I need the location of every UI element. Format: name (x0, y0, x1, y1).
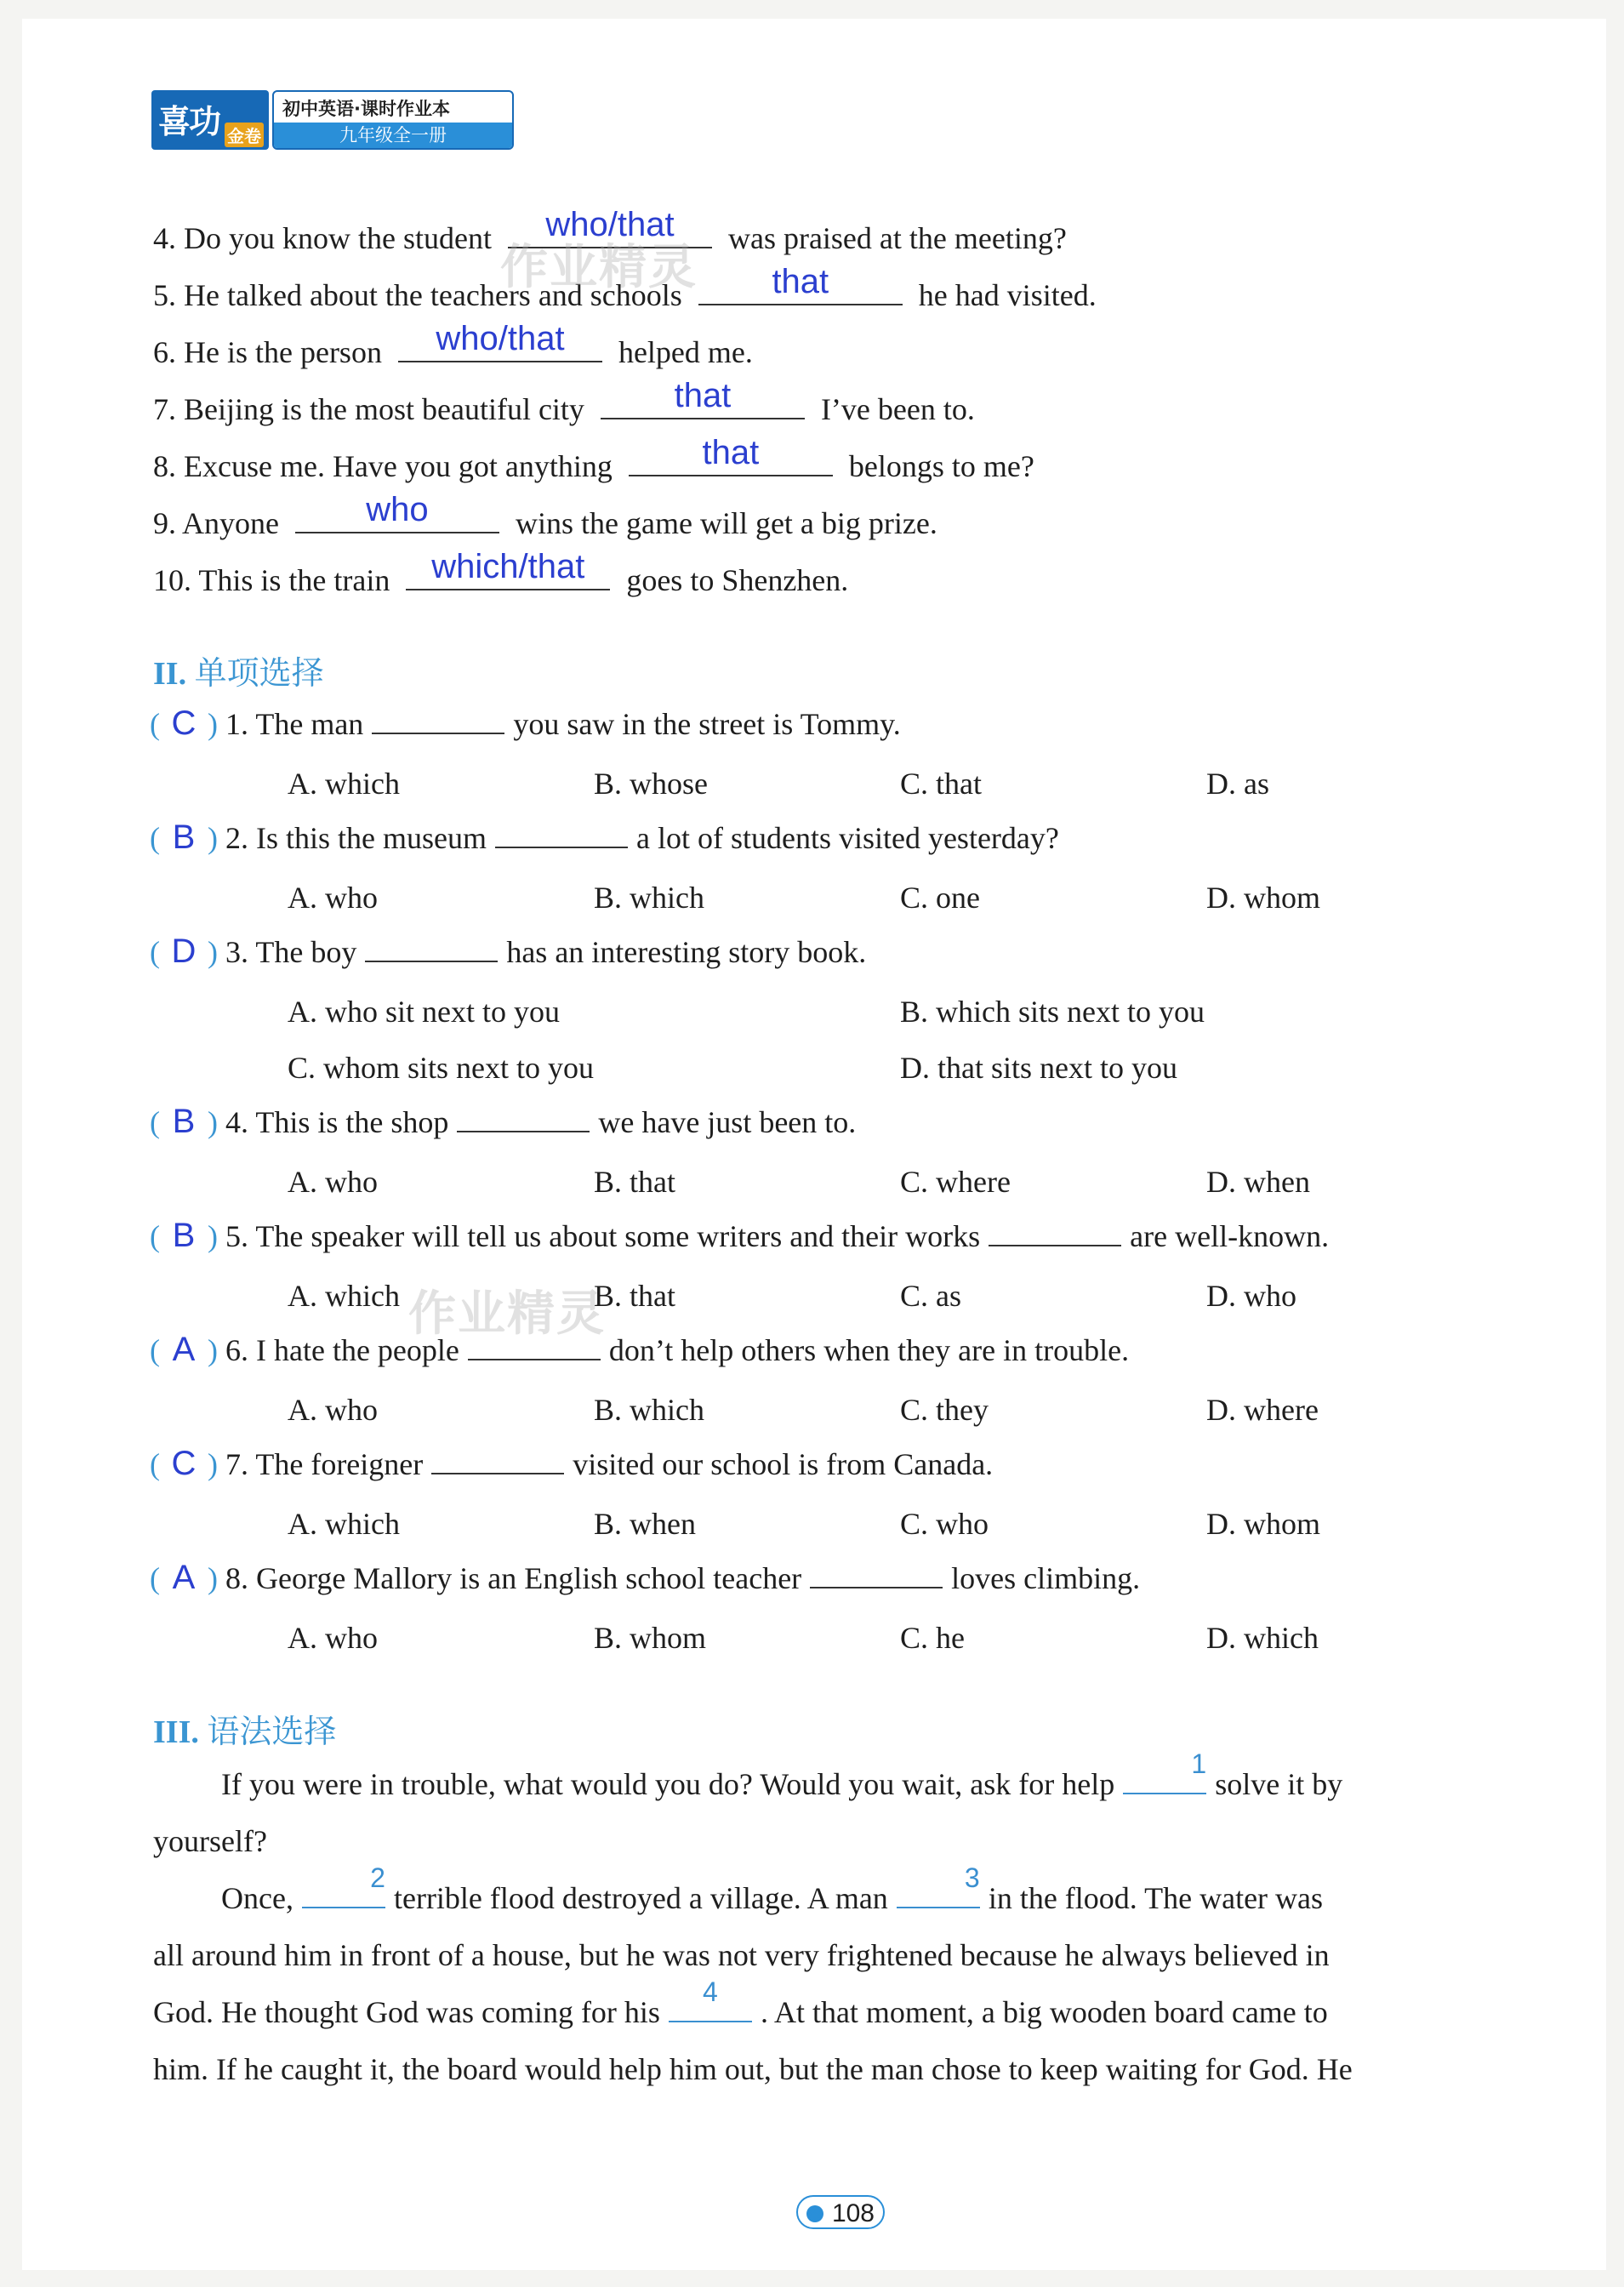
passage-line (153, 1976, 1492, 2041)
option-d: D. whom (1206, 881, 1320, 915)
paren-close: ) (208, 935, 218, 969)
item-number: 5. (153, 278, 176, 312)
item-text-before: He talked about the teachers and schools (184, 278, 682, 312)
page-number (796, 2195, 885, 2229)
book-grade: 九年级全一册 (274, 123, 512, 148)
item-number: 7. (153, 392, 176, 426)
option-d: D. which (1206, 1621, 1319, 1655)
question-text-before: The speaker will tell us about some writers and their works (255, 1219, 981, 1253)
option-b: B. which (594, 881, 704, 915)
passage-text: solve it by (1215, 1767, 1343, 1801)
option-c: C. where (900, 1165, 1011, 1199)
question-number: 1. (225, 707, 248, 741)
section-heading-2 (153, 647, 324, 693)
paren-open: ( (150, 707, 160, 741)
item-text-after: goes to Shenzhen. (626, 563, 849, 597)
passage-text: . At that moment, a big wooden board came to (760, 1995, 1328, 2029)
passage (153, 1748, 1492, 2098)
answer-blank (698, 263, 903, 305)
watermark-1: 作业精灵 (500, 240, 698, 295)
page-number-text: 108 (831, 2199, 875, 2227)
answer-letter: C (171, 704, 197, 742)
answer-text: that (674, 377, 732, 414)
question-text-after: you saw in the street is Tommy. (513, 707, 901, 741)
item-text-before: Beijing is the most beautiful city (184, 392, 584, 426)
answer-blank (398, 320, 602, 362)
passage-line (153, 1927, 1492, 1984)
question-blank (365, 935, 498, 962)
mc-question-1 (150, 704, 901, 743)
question-text-before: George Mallory is an English school teacher (256, 1561, 802, 1595)
passage-blank-number: 4 (703, 1976, 718, 2007)
item-text-after: belongs to me? (848, 449, 1034, 483)
option-d: D. when (1206, 1165, 1310, 1199)
item-text-before: Do you know the student (184, 221, 492, 255)
paren-close: ) (208, 707, 218, 741)
brand-sub: 金卷 (225, 123, 264, 147)
question-text-before: The man (255, 707, 364, 741)
passage-text: yourself? (153, 1824, 267, 1858)
question-blank (810, 1561, 943, 1588)
question-blank (495, 821, 628, 848)
answer-text: which/that (431, 548, 585, 585)
passage-text: Once, (221, 1881, 293, 1915)
question-text-before: This is the shop (255, 1105, 449, 1139)
paren-open: ( (150, 1105, 160, 1139)
option-a: A. who (288, 1393, 378, 1427)
book-title: 初中英语·课时作业本 (282, 99, 450, 119)
question-text-before: The boy (255, 935, 357, 969)
mc-question-2 (150, 818, 1059, 857)
question-text-before: I hate the people (256, 1333, 459, 1367)
paren-open: ( (150, 1219, 160, 1253)
question-text-after: has an interesting story book. (506, 935, 867, 969)
passage-blank-4 (669, 1976, 752, 2022)
brand-glyph: 喜功 (158, 103, 220, 140)
answer-text: who (366, 491, 429, 528)
answer-text: that (702, 434, 760, 471)
question-blank (989, 1219, 1121, 1246)
answer-text: that (772, 263, 829, 300)
answer-blank (295, 491, 499, 533)
item-text-after: I’ve been to. (820, 392, 975, 426)
item-text-before: Excuse me. Have you got anything (184, 449, 613, 483)
option-a: A. who (288, 1621, 378, 1655)
answer-letter: C (171, 1445, 197, 1482)
passage-blank-2 (302, 1862, 385, 1908)
option-d: D. that sits next to you (900, 1051, 1177, 1085)
item-text-before: Anyone (182, 506, 279, 540)
section-number: II. (153, 656, 187, 692)
passage-blank-number: 1 (1191, 1748, 1207, 1779)
section-title: 语法选择 (207, 1714, 337, 1750)
passage-text: terrible flood destroyed a village. A man (393, 1881, 888, 1915)
passage-text: in the flood. The water was (988, 1881, 1324, 1915)
mc-question-5 (150, 1217, 1329, 1255)
paren-close: ) (208, 1333, 218, 1367)
item-text-after: was praised at the meeting? (727, 221, 1067, 255)
passage-blank-number: 3 (964, 1862, 980, 1893)
option-b: B. which sits next to you (900, 995, 1205, 1029)
question-number: 4. (225, 1105, 248, 1139)
question-number: 3. (225, 935, 248, 969)
fill-item-7 (153, 377, 975, 428)
fill-item-9 (153, 491, 937, 542)
option-d: D. where (1206, 1393, 1319, 1427)
option-a: A. who (288, 1165, 378, 1199)
mc-question-6 (150, 1331, 1129, 1369)
passage-text: If you were in trouble, what would you do? Would you wait, ask for help (221, 1767, 1115, 1801)
option-a: A. which (288, 1279, 400, 1313)
option-c: C. he (900, 1621, 965, 1655)
option-c: C. they (900, 1393, 989, 1427)
mc-question-3 (150, 932, 866, 971)
question-text-after: don’t help others when they are in trouble. (608, 1333, 1130, 1367)
option-c: C. one (900, 881, 980, 915)
book-title-box (272, 90, 514, 150)
answer-blank (629, 434, 833, 476)
question-blank (457, 1105, 590, 1132)
item-text-after: helped me. (618, 335, 753, 369)
paren-close: ) (208, 1561, 218, 1595)
mc-question-4 (150, 1103, 856, 1141)
mc-question-8 (150, 1559, 1140, 1597)
option-d: D. who (1206, 1279, 1296, 1313)
option-c: C. that (900, 767, 982, 801)
answer-letter: B (172, 1217, 196, 1254)
item-number: 4. (153, 221, 176, 255)
paren-open: ( (150, 935, 160, 969)
question-number: 8. (225, 1561, 248, 1595)
option-a: A. which (288, 1507, 400, 1541)
option-b: B. which (594, 1393, 704, 1427)
passage-text: him. If he caught it, the board would help him out, but the man chose to keep waiting for God. He (153, 2052, 1353, 2086)
watermark-2: 作业精灵 (408, 1286, 606, 1342)
item-number: 9. (153, 506, 176, 540)
answer-letter: A (172, 1559, 196, 1596)
brand-mark (151, 90, 269, 150)
option-c: C. as (900, 1279, 961, 1313)
question-text-after: are well-known. (1130, 1219, 1330, 1253)
answer-text: who/that (436, 320, 565, 357)
question-number: 6. (225, 1333, 248, 1367)
question-text-after: loves climbing. (951, 1561, 1141, 1595)
fill-item-10 (153, 548, 849, 599)
answer-letter: A (172, 1331, 196, 1368)
paren-close: ) (208, 1447, 218, 1481)
paren-close: ) (208, 1105, 218, 1139)
section-title: 单项选择 (194, 656, 324, 692)
item-text-before: He is the person (184, 335, 382, 369)
header-logo (151, 90, 512, 150)
option-a: A. who (288, 881, 378, 915)
question-text-before: The foreigner (255, 1447, 424, 1481)
answer-text: who/that (545, 206, 675, 243)
paren-open: ( (150, 1333, 160, 1367)
item-number: 6. (153, 335, 176, 369)
question-text-after: we have just been to. (598, 1105, 857, 1139)
passage-text: God. He thought God was coming for his (153, 1995, 660, 2029)
passage-blank-number: 2 (370, 1862, 385, 1893)
mc-question-7 (150, 1445, 993, 1483)
option-b: B. whom (594, 1621, 707, 1655)
item-text-before: This is the train (198, 563, 390, 597)
page-number-dot (806, 2205, 823, 2222)
option-b: B. that (594, 1279, 675, 1313)
passage-line (153, 1862, 1492, 1927)
question-number: 7. (225, 1447, 248, 1481)
answer-letter: D (171, 932, 197, 970)
question-number: 2. (225, 821, 248, 855)
section-number: III. (153, 1714, 199, 1750)
passage-blank-1 (1123, 1748, 1207, 1794)
paren-close: ) (208, 1219, 218, 1253)
item-number: 8. (153, 449, 176, 483)
answer-blank (406, 548, 610, 590)
answer-letter: B (172, 1103, 196, 1140)
passage-blank-3 (897, 1862, 980, 1908)
option-d: D. whom (1206, 1507, 1320, 1541)
question-number: 5. (225, 1219, 248, 1253)
question-blank (431, 1447, 564, 1474)
option-d: D. as (1206, 767, 1269, 801)
paren-close: ) (208, 821, 218, 855)
passage-text: all around him in front of a house, but he was not very frightened because he always believed in (153, 1938, 1330, 1972)
option-b: B. when (594, 1507, 696, 1541)
question-text-before: Is this the museum (256, 821, 487, 855)
passage-line (153, 2041, 1492, 2098)
option-c: C. who (900, 1507, 989, 1541)
passage-line (153, 1748, 1492, 1813)
answer-blank (601, 377, 805, 419)
option-a: A. which (288, 767, 400, 801)
option-c: C. whom sits next to you (288, 1051, 595, 1085)
item-text-after: he had visited. (918, 278, 1097, 312)
option-b: B. whose (594, 767, 708, 801)
item-text-after: wins the game will get a big prize. (516, 506, 937, 540)
question-text-after: visited our school is from Canada. (573, 1447, 994, 1481)
answer-letter: B (172, 818, 196, 856)
item-number: 10. (153, 563, 191, 597)
paren-open: ( (150, 1447, 160, 1481)
paren-open: ( (150, 1561, 160, 1595)
option-b: B. that (594, 1165, 675, 1199)
option-a: A. who sit next to you (288, 995, 560, 1029)
paren-open: ( (150, 821, 160, 855)
question-blank (372, 707, 504, 734)
fill-item-8 (153, 434, 1034, 485)
question-text-after: a lot of students visited yesterday? (635, 821, 1059, 855)
section-heading-3 (153, 1705, 336, 1752)
fill-item-6 (153, 320, 753, 371)
